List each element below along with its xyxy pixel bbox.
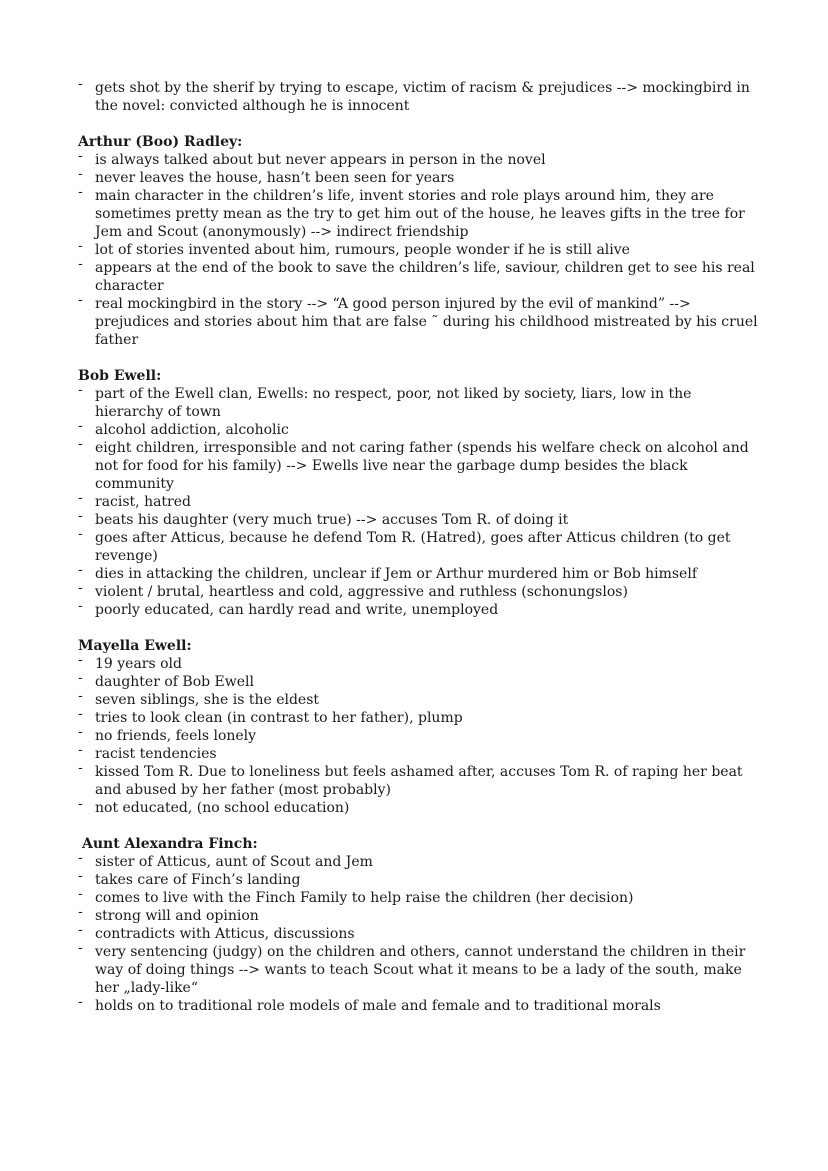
list-item: - takes care of Finch’s landing bbox=[78, 868, 301, 888]
list-item: - racist, hatred bbox=[78, 490, 191, 510]
section-list bbox=[78, 148, 758, 349]
bullet-dash: - bbox=[78, 580, 83, 596]
bullet-dash: - bbox=[78, 922, 83, 938]
list-item: - contradicts with Atticus, discussions bbox=[78, 922, 355, 942]
section-heading: Bob Ewell: bbox=[78, 368, 162, 384]
bullet-dash: - bbox=[78, 256, 83, 272]
list-item: - sister of Atticus, aunt of Scout and Jem bbox=[78, 850, 373, 870]
list-item: - comes to live with the Finch Family to help raise the children (her decision) bbox=[78, 886, 634, 906]
bullet-dash: - bbox=[78, 166, 83, 182]
list-item: - tries to look clean (in contrast to her father), plump bbox=[78, 706, 463, 726]
list-item: - real mockingbird in the story --> “A good person injured by the evil of mankind” --> prejudices and stories about him that are false ˜ during his childhood mistreated by his cruel father bbox=[78, 292, 758, 348]
list-item: - never leaves the house, hasn’t been seen for years bbox=[78, 166, 455, 186]
section-heading: Aunt Alexandra Finch: bbox=[82, 836, 258, 852]
bullet-dash: - bbox=[78, 148, 83, 164]
bullet-dash: - bbox=[78, 382, 83, 398]
list-item: - violent / brutal, heartless and cold, aggressive and ruthless (schonungslos) bbox=[78, 580, 628, 600]
section-boo-radley bbox=[78, 133, 758, 349]
bullet-dash: - bbox=[78, 526, 83, 542]
bullet-dash: - bbox=[78, 436, 83, 452]
list-item: - lot of stories invented about him, rumours, people wonder if he is still alive bbox=[78, 238, 630, 258]
bullet-dash: - bbox=[78, 562, 83, 578]
bullet-dash: - bbox=[78, 868, 83, 884]
list-item: - part of the Ewell clan, Ewells: no respect, poor, not liked by society, liars, low in the hierarchy of town bbox=[78, 382, 692, 420]
bullet-dash: - bbox=[78, 418, 83, 434]
list-item: - gets shot by the sherif by trying to escape, victim of racism & prejudices --> mockingbird in the novel: convicted although he is innocent bbox=[78, 76, 750, 114]
bullet-dash: - bbox=[78, 598, 83, 614]
bullet-dash: - bbox=[78, 76, 83, 92]
section-bob-ewell bbox=[78, 367, 758, 619]
bullet-dash: - bbox=[78, 850, 83, 866]
section-mayella-ewell bbox=[78, 637, 758, 817]
section-heading: Mayella Ewell: bbox=[78, 638, 192, 654]
list-item: - main character in the children’s life, invent stories and role plays around him, they are sometimes pretty mean as the try to get him out of the house, he leaves gifts in the tree for Jem and Scout (anonymously) --> indirect friendship bbox=[78, 184, 745, 240]
section-list bbox=[78, 850, 758, 1015]
list-item: - very sentencing (judgy) on the children and others, cannot understand the children in their way of doing things --> wants to teach Scout what it means to be a lady of the south, make her „lady-like“ bbox=[78, 940, 746, 996]
list-item: - dies in attacking the children, unclear if Jem or Arthur murdered him or Bob himself bbox=[78, 562, 697, 582]
list-item: - seven siblings, she is the eldest bbox=[78, 688, 320, 708]
bullet-dash: - bbox=[78, 238, 83, 254]
bullet-dash: - bbox=[78, 688, 83, 704]
bullet-dash: - bbox=[78, 706, 83, 722]
bullet-dash: - bbox=[78, 724, 83, 740]
list-item: - strong will and opinion bbox=[78, 904, 259, 924]
section-heading: Arthur (Boo) Radley: bbox=[78, 134, 243, 150]
bullet-dash: - bbox=[78, 994, 83, 1010]
list-item: - alcohol addiction, alcoholic bbox=[78, 418, 289, 438]
section-aunt-alexandra bbox=[78, 835, 758, 1015]
section-list bbox=[78, 382, 758, 619]
list-item: - goes after Atticus, because he defend Tom R. (Hatred), goes after Atticus children (to get revenge) bbox=[78, 526, 731, 564]
bullet-dash: - bbox=[78, 292, 83, 308]
intro-list bbox=[78, 76, 758, 115]
notes-content bbox=[78, 76, 758, 1015]
list-item: - holds on to traditional role models of male and female and to traditional morals bbox=[78, 994, 661, 1014]
list-item: - is always talked about but never appears in person in the novel bbox=[78, 148, 546, 168]
bullet-dash: - bbox=[78, 742, 83, 758]
bullet-dash: - bbox=[78, 490, 83, 506]
list-item: - kissed Tom R. Due to loneliness but feels ashamed after, accuses Tom R. of raping her beat and abused by her father (most probably) bbox=[78, 760, 743, 798]
list-item: - appears at the end of the book to save the children’s life, saviour, children get to see his real character bbox=[78, 256, 755, 294]
bullet-dash: - bbox=[78, 904, 83, 920]
bullet-dash: - bbox=[78, 940, 83, 956]
list-item: - no friends, feels lonely bbox=[78, 724, 257, 744]
bullet-dash: - bbox=[78, 670, 83, 686]
bullet-dash: - bbox=[78, 886, 83, 902]
list-item: - not educated, (no school education) bbox=[78, 796, 350, 816]
list-item: - poorly educated, can hardly read and write, unemployed bbox=[78, 598, 499, 618]
list-item: - daughter of Bob Ewell bbox=[78, 670, 254, 690]
list-item: - 19 years old bbox=[78, 652, 183, 672]
bullet-dash: - bbox=[78, 652, 83, 668]
list-item: - eight children, irresponsible and not caring father (spends his welfare check on alcohol and not for food for his family) --> Ewells live near the garbage dump besides the black community bbox=[78, 436, 749, 492]
bullet-dash: - bbox=[78, 184, 83, 200]
list-item: - racist tendencies bbox=[78, 742, 217, 762]
bullet-dash: - bbox=[78, 508, 83, 524]
list-item: - beats his daughter (very much true) --> accuses Tom R. of doing it bbox=[78, 508, 569, 528]
section-list bbox=[78, 652, 758, 817]
bullet-dash: - bbox=[78, 760, 83, 776]
bullet-dash: - bbox=[78, 796, 83, 812]
